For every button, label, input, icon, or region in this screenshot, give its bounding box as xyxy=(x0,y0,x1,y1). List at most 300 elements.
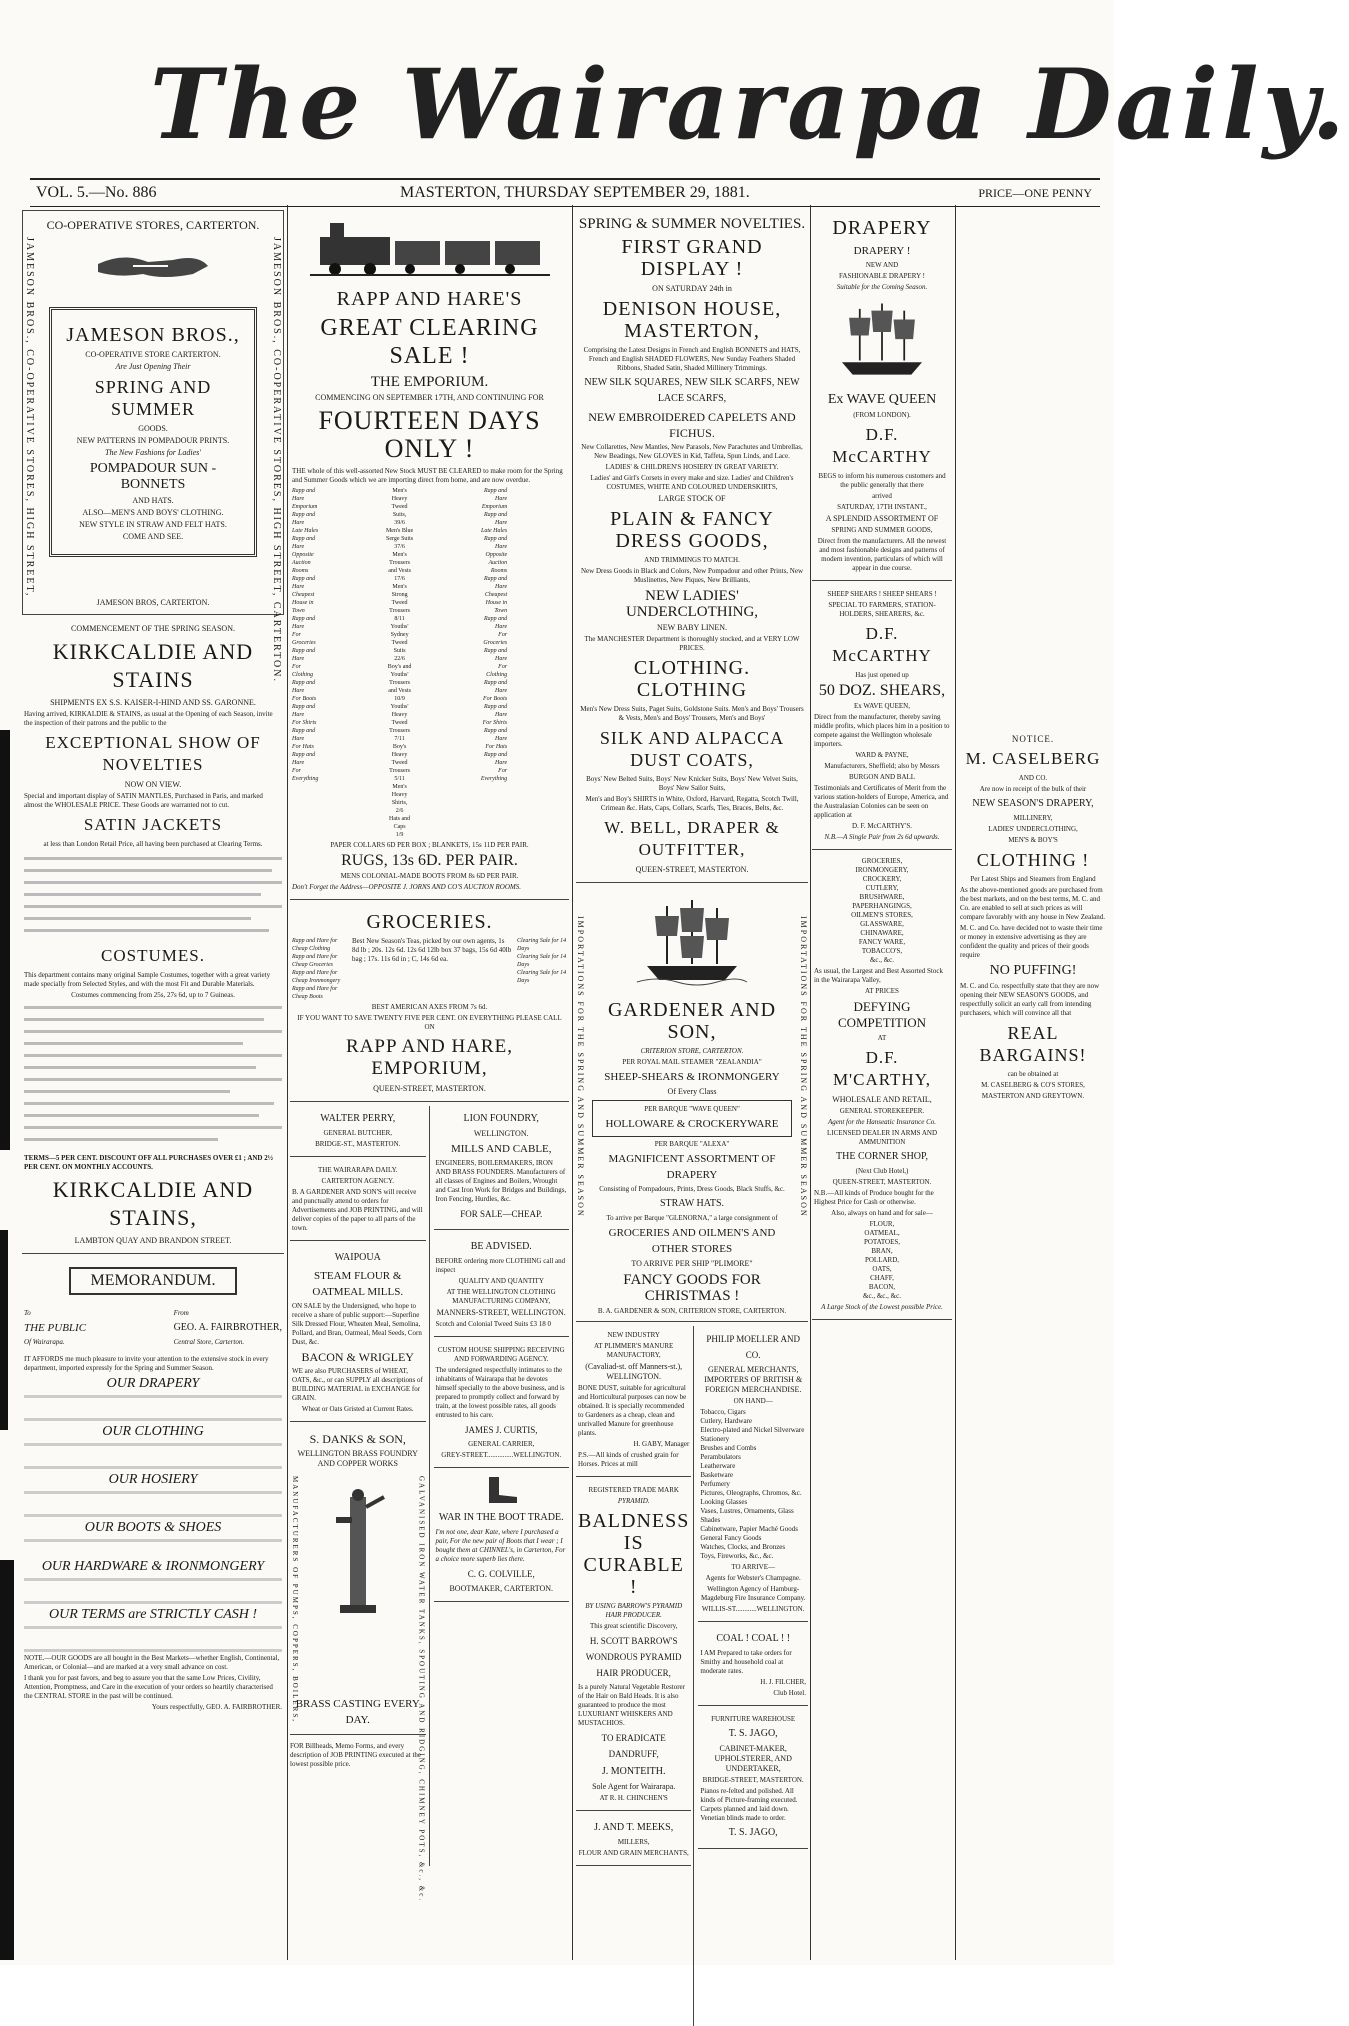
list-item: 10/9 xyxy=(394,696,405,702)
masthead-title: The Wairarapa Daily. xyxy=(150,48,1349,161)
perry-ad xyxy=(290,1106,426,1157)
memo-header xyxy=(24,1307,282,1349)
list-item: Late Hales xyxy=(480,528,508,534)
trimmings-text: New Dress Goods in Black and Colors, New Pompadour and other Prints, New Muslinettes, New Piques, New Brilliants, xyxy=(580,567,804,584)
list-item: For Shirts xyxy=(292,720,317,726)
list-item: 2/6 xyxy=(395,808,404,814)
list-item: 22/6 xyxy=(394,656,405,662)
list-item: CUTLERY, xyxy=(865,884,899,892)
dandruff: TO ERADICATE DANDRUFF, xyxy=(601,1733,666,1759)
alexa: PER BARQUE "ALEXA" xyxy=(654,1140,730,1148)
mccarthy-text: BEGS to inform his numerous customers and the public generally that there xyxy=(818,472,946,489)
fifty-doz: 50 DOZ. SHEARS, xyxy=(818,682,946,699)
denison-house: DENISON HOUSE, MASTERTON, xyxy=(602,298,782,342)
corner-shop: THE CORNER SHOP, xyxy=(836,1151,928,1162)
ex-wave: Ex WAVE QUEEN xyxy=(827,392,937,407)
column-3 xyxy=(576,210,808,1960)
list-item: Rapp and Hare xyxy=(483,680,508,694)
list-item: Emporium xyxy=(481,504,508,510)
jago-address: BRIDGE-STREET, MASTERTON. xyxy=(702,1776,804,1784)
burgon: BURGON AND BALL xyxy=(848,773,916,781)
list-item: Rapp and Hare xyxy=(483,728,508,742)
flour-merchants: FLOUR AND GRAIN MERCHANTS, xyxy=(578,1849,689,1857)
moeller-sub: GENERAL MERCHANTS, IMPORTERS OF BRITISH & FOREIGN MERCHANDISE. xyxy=(704,1365,803,1394)
daily-agency-ad xyxy=(290,1161,426,1241)
trimmings: AND TRIMMINGS TO MATCH. xyxy=(644,556,740,564)
list-item: Rapp and Hare xyxy=(292,728,316,742)
box-line: The New Fashions for Ladies' xyxy=(105,448,201,457)
advised-text: BEFORE ordering more CLOTHING call and inspect xyxy=(435,1257,566,1274)
list-item: TOBACCO'S, xyxy=(861,947,903,955)
list-item: Cheapest House in Town xyxy=(292,592,315,614)
price-table xyxy=(292,487,567,839)
clothing-ad xyxy=(434,1234,570,1337)
list-item: Rapp and Hare xyxy=(292,648,316,662)
direct: Direct from the manufacturers. All the newest and most fashionable designs and patterns of modern invention, particulars of which will appear in due course. xyxy=(817,537,947,572)
at: AT xyxy=(877,1034,887,1042)
list-item: Hats and Caps xyxy=(388,816,411,830)
costume-text: This department contains many original Sample Costumes, together with a great variety made specially from Selected Styles, and with the most Fit and Durable Materials. xyxy=(24,971,271,988)
list-item: Emporium xyxy=(292,504,318,510)
list-item: Boy's and Youths' Trousers and Vests xyxy=(387,664,412,694)
section-terms: OUR TERMS are STRICTLY CASH ! xyxy=(48,1607,258,1622)
list-item: General Fancy Goods xyxy=(700,1534,762,1542)
side-text: IMPORTATIONS FOR THE SPRING AND SUMMER SEASON xyxy=(799,916,808,1218)
list-item: Pictures, Oleographs, Chromos, &c. xyxy=(700,1489,802,1497)
mccarthy: D.F. McCARTHY xyxy=(832,425,932,466)
colville: C. G. COLVILLE, xyxy=(467,1569,535,1579)
danks-side: GALVANISED IRON WATER TANKS, SPOUTING AND RIDGING, CHIMNEY POTS, &c., &c. xyxy=(417,1476,426,1903)
list-item: CHAFF, xyxy=(870,1274,894,1282)
new-and: NEW AND xyxy=(865,261,899,269)
fourteen-days: FOURTEEN DAYS ONLY ! xyxy=(318,406,541,463)
clearing-sale: GREAT CLEARING SALE ! xyxy=(320,315,539,369)
memo-public: THE PUBLIC xyxy=(24,1322,87,1334)
bacon-wrigley: BACON & WRIGLEY xyxy=(301,1350,414,1364)
baldness: BALDNESS IS CURABLE ! xyxy=(578,1510,690,1598)
text2: M. C. and Co. have decided not to waste their time or money in extensive advertising as they are confident the quality and prices of their goods require xyxy=(960,924,1103,959)
memo-note: NOTE.—OUR GOODS are all bought in the Best Markets—whether English, Continental, American, or Colonial—and are marked at a very small advance on cost. xyxy=(24,1654,280,1671)
criterion: CRITERION STORE, CARTERTON. xyxy=(640,1047,744,1055)
mccarthys: D. F. McCARTHY'S. xyxy=(852,822,912,830)
kirk-address: LAMBTON QUAY AND BRANDON STREET. xyxy=(74,1236,232,1245)
plimore: TO ARRIVE PER SHIP "PLIMORE" xyxy=(631,1259,753,1268)
list-item: Cutlery, Hardware xyxy=(700,1417,752,1425)
column-rule xyxy=(955,205,956,1960)
first-grand: FIRST GRAND DISPLAY ! xyxy=(621,236,763,280)
list-item: Rapp and Hare xyxy=(292,704,316,718)
lion-place: WELLINGTON. xyxy=(473,1129,529,1138)
boot-poem: I'm not one, dear Kate, where I purchased a pair, For the new pair of Boots that I wear ; I bought them at CHINNEL's, in Carterton, For a choice more superb lies there. xyxy=(435,1528,566,1563)
ps: P.S.—All kinds of crushed grain for Horses. Prices at mill xyxy=(578,1451,679,1468)
masterton-greytown: MASTERTON AND GREYTOWN. xyxy=(981,1092,1085,1100)
just-opened: Has just opened up xyxy=(855,671,909,679)
clothing-address: MANNERS-STREET, WELLINGTON. xyxy=(436,1308,566,1317)
danks-sub: WELLINGTON BRASS FOUNDRY AND COPPER WORKS xyxy=(297,1449,418,1468)
queen-street: QUEEN-STREET, MASTERTON. xyxy=(832,1178,932,1186)
special: SPECIAL TO FARMERS, STATION-HOLDERS, SHEARERS, &c. xyxy=(828,601,936,618)
list-item: 37/6 xyxy=(394,544,405,550)
section-hosiery: OUR HOSIERY xyxy=(108,1472,198,1487)
denison-text: Comprising the Latest Designs in French and English BONNETS and HATS, French and English SHADED FLOWERS, New Sunday Feathers Shaded Ribbons, Shaded Satin, Shaded Millinery Trimmings. xyxy=(583,346,801,372)
and-co: AND CO. xyxy=(1018,774,1048,782)
volume-number: VOL. 5.—No. 886 xyxy=(36,184,157,201)
nb2: N.B.—All kinds of Produce bought for the Highest Price for Cash or otherwise. xyxy=(814,1189,934,1206)
list-item: Looking Glasses xyxy=(700,1498,748,1506)
list-item: For Boots xyxy=(482,696,508,702)
list-item: Men's Trousers and Vests xyxy=(388,552,411,574)
coal-ad xyxy=(698,1626,808,1706)
magnificent: MAGNIFICENT ASSORTMENT OF DRAPERY xyxy=(608,1153,776,1181)
section-clothing: OUR CLOTHING xyxy=(102,1424,204,1439)
testimonials: Testimonials and Certificates of Merit from the various station-holders of Europe, America, and the Australasian Colonies can be seen on application at xyxy=(814,784,949,819)
jago-ad xyxy=(698,1710,808,1849)
bacon-text: WE are also PURCHASERS of WHEAT, OATS, &c., or can SUPPLY all descriptions of BUILDING MATERIAL in EXCHANGE for GRAIN. xyxy=(292,1367,423,1402)
from-london: (FROM LONDON). xyxy=(853,411,911,419)
glenorna: To arrive per Barque "GLENORNA," a large consignment of xyxy=(606,1214,778,1222)
list-item: OATMEAL, xyxy=(864,1229,900,1237)
list-item: Tobacco, Cigars xyxy=(700,1408,746,1416)
list-item: Rapp and Hare xyxy=(483,616,508,630)
waipoua-ad xyxy=(290,1245,426,1422)
column-4 xyxy=(812,210,952,1960)
memo-signoff: Yours respectfully, GEO. A. FAIRBROTHER. xyxy=(151,1703,282,1711)
fashionable: FASHIONABLE DRAPERY ! xyxy=(839,272,925,280)
column-rule xyxy=(287,205,288,1960)
shears-text: Direct from the manufacturer, thereby saving middle profits, which places him in a position to compete against the Wellington wholesale importers. xyxy=(814,713,950,748)
plimmer-ad xyxy=(576,1326,691,1477)
splendid: A SPLENDID ASSORTMENT OF xyxy=(825,514,939,523)
column-rule xyxy=(572,205,573,1960)
satin-intro: Special and important display of SATIN MANTLES, Purchased in Paris, and marked almost the WHOLESALE PRICE. These Goods are warranted not to cut. xyxy=(24,792,263,809)
list-item: Opposite Auction Rooms xyxy=(292,552,314,574)
issue-price: PRICE—ONE PENNY xyxy=(978,186,1092,200)
colville-address: BOOTMAKER, CARTERTON. xyxy=(449,1584,554,1593)
baldness-ad xyxy=(576,1481,691,1811)
emporium: THE EMPORIUM. xyxy=(370,374,489,390)
holloware: HOLLOWARE & CROCKERYWARE xyxy=(605,1118,779,1130)
american-axes: BEST AMERICAN AXES FROM 7s 6d. xyxy=(371,1003,488,1011)
text3: M. C. and Co. respectfully state that they are now opening their NEW SEASON'S GOODS, and respectfully solicit an early call from intending purchasers, which will convince all that xyxy=(960,982,1100,1017)
large-stock: LARGE STOCK OF xyxy=(658,494,726,503)
millers: MILLERS, xyxy=(617,1838,650,1846)
box-line: Are Just Opening Their xyxy=(115,362,191,371)
satin-jackets: SATIN JACKETS xyxy=(83,815,223,834)
coal-text: I AM Prepared to take orders for Smithy and household coal at moderate rates. xyxy=(700,1649,792,1675)
col5-spacer xyxy=(958,210,1108,730)
table-mid xyxy=(386,487,474,839)
list-item: POTATOES, xyxy=(863,1238,901,1246)
rapp-intro: THE whole of this well-assorted New Stock MUST BE CLEARED to make room for the Spring and Summer Goods which we are importing direct from home, and are now overdue. xyxy=(292,467,563,484)
list-item: 17/6 xyxy=(394,576,405,582)
plimmers: AT PLIMMER'S MANURE MANUFACTORY, xyxy=(594,1342,674,1359)
new-industry: NEW INDUSTRY xyxy=(607,1331,660,1339)
no-puffing: NO PUFFING! xyxy=(989,963,1077,978)
groceries-body: Rapp and Hare for Cheap Clothing Rapp and Hare for Cheap Groceries Rapp and Hare for Cheap Ironmongery Rapp and Hare for Cheap Boots Best New Season's Teas, picked by our own agents, 1s 8d lb ; 20s. 12s 6d. 12s 6d 12lb box 37 bags, 15s 6d 40lb bag ; 17s. 11s 6d in ; C, 14s 6d ea. Clearing Sale for 14 Days Clearing Sale for 14 Days Clearing Sale for 14 Days xyxy=(292,937,567,1000)
bone-dust: BONE DUST, suitable for agricultural and Horticultural purposes can now be obtained. It is specially recommended to Gardeners as a cheap, clean and unrivalled Manure for greenhouse plants. xyxy=(578,1384,687,1437)
list-item: Watches, Clocks, and Bronzes xyxy=(700,1543,786,1551)
list-item: Rapp and Hare xyxy=(483,752,508,766)
exceptional-show: EXCEPTIONAL SHOW OF NOVELTIES xyxy=(45,733,261,774)
gardener-ad xyxy=(576,887,808,1322)
silk-alpaca: SILK AND ALPACCA DUST COATS, xyxy=(599,728,785,770)
monteith-sub: Sole Agent for Wairarapa. xyxy=(592,1782,676,1791)
text-block xyxy=(24,1002,282,1152)
list-item: Brushes and Combs xyxy=(700,1444,757,1452)
section-boots: OUR BOOTS & SHOES xyxy=(84,1520,222,1535)
list-item: GROCERIES, xyxy=(861,857,903,865)
list-item: BRUSHWARE, xyxy=(859,893,905,901)
ad-heading: CO-OPERATIVE STORES, CARTERTON. xyxy=(46,218,260,232)
groceries-title: GROCERIES. xyxy=(366,911,493,933)
list-item: Rapp and Hare xyxy=(292,752,316,766)
millinery: MILLINERY, xyxy=(1013,814,1053,822)
agency-text: B. A GARDENER AND SON'S will receive and punctually attend to orders for Advertisements and JOB PRINTING, and will deliver copies of the paper to all parts of the town. xyxy=(292,1188,423,1232)
memo-store: Central Store, Carterton. xyxy=(173,1338,245,1346)
goods-ad xyxy=(812,854,952,1320)
meeks: J. AND T. MEEKS, xyxy=(594,1822,674,1833)
list-item: Rapp and Hare xyxy=(483,648,508,662)
scott-text: Is a purely Natural Vegetable Restorer of the Hair on Bald Heads. It is also guaranteed to produce the most LUXURIANT WHISKERS AND MUSTACHIOS. xyxy=(578,1683,685,1727)
wave-queen-box xyxy=(592,1100,792,1137)
sailing-ship-icon xyxy=(832,300,932,380)
costume-price: Costumes commencing from 25s, 27s 6d, up to 7 Guineas. xyxy=(71,991,235,999)
list-item: Late Hales xyxy=(292,528,319,534)
list-item: Leatherware xyxy=(700,1462,736,1470)
now-on-view: NOW ON VIEW. xyxy=(124,780,182,789)
list-item: Rapp and Hare xyxy=(483,488,508,502)
per-ship: Per Latest Ships and Steamers from England xyxy=(970,875,1096,883)
memo-of: Of Wairarapa. xyxy=(24,1338,65,1346)
list-item: Electro-plated and Nickel Silverware xyxy=(700,1426,805,1434)
walter-perry: WALTER PERRY, xyxy=(320,1113,396,1124)
boot-icon xyxy=(481,1475,521,1505)
rugs: RUGS, 13s 6D. PER PAIR. xyxy=(341,852,518,869)
list-item: For Everything xyxy=(480,768,508,782)
custom-text: The undersigned respectfully intimates to the inhabitants of Wairarapa that he devotes himself specially to the above business, and is prepared to promptly collect and forward by train, at the lowest possible rates, all goods entrusted to his care. xyxy=(435,1366,565,1419)
box-headline: SPRING AND SUMMER xyxy=(94,377,212,419)
ladies-under: LADIES' UNDERCLOTHING, xyxy=(988,825,1078,833)
sailing-ship-icon xyxy=(637,896,747,986)
shears-ad xyxy=(812,585,952,850)
filcher: H. J. FILCHER, xyxy=(760,1678,806,1686)
list-item: Toys, Fireworks, &c., &c. xyxy=(700,1552,774,1560)
page-edge-shadow xyxy=(0,730,10,1150)
memo-thanks: I thank you for past favors, and beg to assure you that the same Low Prices, Civility, Attention, Promptness, and Care in the execution of your orders so heartily characterised the CENTRAL STORE in the past will be continued. xyxy=(24,1674,273,1700)
wave-queen: PER BARQUE "WAVE QUEEN" xyxy=(644,1105,740,1113)
agency-title: CARTERTON AGENCY. xyxy=(321,1177,394,1185)
kirk-sub: SHIPMENTS EX S.S. KAISER-I-HIND AND SS. GARONNE. xyxy=(50,698,256,707)
custom-title: CUSTOM HOUSE SHIPPING RECEIVING AND FORWARDING AGENCY. xyxy=(437,1346,565,1363)
gardener-footer: B. A. GARDENER & SON, CRITERION STORE, CARTERTON. xyxy=(597,1307,787,1315)
furniture: FURNITURE WAREHOUSE xyxy=(711,1715,796,1723)
custom-house-ad xyxy=(434,1341,570,1468)
plain-fancy: PLAIN & FANCY DRESS GOODS, xyxy=(610,508,774,552)
scotch-suits: Scotch and Colonial Tweed Suits £3 18 0 xyxy=(435,1320,551,1328)
steam-mills: STEAM FLOUR & OATMEAL MILLS. xyxy=(312,1270,404,1298)
silk-squares: NEW SILK SQUARES, NEW SILK SCARFS, NEW LACE SCARFS, xyxy=(584,377,800,404)
waipoua-text: ON SALE by the Undersigned, who hope to receive a share of public support:—Superfine Silk Dressed Flour, Wheaten Meal, Semolina, Pollard, and Bran, Oatmeal, Meal Seeds, Corn Dust, &c. xyxy=(292,1302,422,1346)
dateline xyxy=(30,178,1100,207)
billheads: FOR Billheads, Memo Forms, and every description of JOB PRINTING executed at the lowest possible price. xyxy=(290,1742,422,1768)
receipt: Are now in receipt of the bulk of their xyxy=(979,785,1087,793)
address-note: Don't Forget the Address—OPPOSITE J. JORNS AND CO'S AUCTION ROOMS. xyxy=(292,883,521,891)
curtis-address: GREY-STREET...............WELLINGTON. xyxy=(441,1451,562,1459)
walter-address: BRIDGE-ST., MASTERTON. xyxy=(315,1140,401,1148)
licensed: LICENSED DEALER IN ARMS AND AMMUNITION xyxy=(826,1129,938,1146)
quality-quantity: QUALITY AND QUANTITY xyxy=(458,1277,544,1285)
new-season: NEW SEASON'S DRAPERY, xyxy=(972,798,1094,809)
saturday: SATURDAY, 17TH INSTANT., xyxy=(837,503,927,511)
sheep-shears: SHEEP SHEARS ! SHEEP SHEARS ! xyxy=(827,590,937,598)
spring-head: SPRING & SUMMER NOVELTIES. xyxy=(578,216,806,232)
list-item: 7/11 xyxy=(394,736,405,742)
page-edge-shadow xyxy=(0,1560,14,1960)
ad-footer: JAMESON BROS, CARTERTON. xyxy=(96,598,210,607)
gardener-title: GARDENER AND SON, xyxy=(607,999,777,1043)
moeller-list xyxy=(700,1408,806,1561)
list-item: Rapp and Hare xyxy=(483,576,508,590)
list-item: For Hats xyxy=(292,744,314,750)
list-item: Perambulators xyxy=(700,1453,741,1461)
monteith: J. MONTEITH. xyxy=(601,1766,666,1777)
handshake-icon xyxy=(93,244,213,286)
box-title: JAMESON BROS., xyxy=(66,324,240,346)
boot-trade: WAR IN THE BOOT TRADE. xyxy=(438,1512,564,1523)
registered: REGISTERED TRADE MARK xyxy=(588,1486,679,1494)
list-item: Rapp and Hare xyxy=(483,512,508,526)
list-item: Rapp and Hare xyxy=(292,536,316,550)
list-item: GLASSWARE, xyxy=(860,920,904,928)
page-edge-shadow xyxy=(0,1230,8,1430)
denison-ad xyxy=(576,210,808,883)
list-item: Basketware xyxy=(700,1471,734,1479)
zealandia: PER ROYAL MAIL STEAMER "ZEALANDIA" xyxy=(622,1058,762,1066)
butcher: GENERAL BUTCHER, xyxy=(323,1129,393,1137)
box-line: NEW PATTERNS IN POMPADOUR PRINTS. xyxy=(76,436,230,445)
willis: WILLIS-ST............WELLINGTON. xyxy=(701,1605,805,1613)
every-class: Of Every Class xyxy=(667,1087,717,1096)
section-hardware: OUR HARDWARE & IRONMONGERY xyxy=(41,1559,265,1574)
be-advised: BE ADVISED. xyxy=(470,1241,532,1252)
save-text: IF YOU WANT TO SAVE TWENTY FIVE PER CENT. ON EVERYTHING PLEASE CALL ON xyxy=(297,1014,562,1031)
satin-note: at less than London Retail Price, all having been purchased at Clearing Terms. xyxy=(43,840,263,848)
table-right xyxy=(479,487,567,839)
side-text: JAMESON BROS., CO-OPERATIVE STORES, HIGH STREET, CARTERTON. xyxy=(271,237,282,683)
list-item: Men's Heavy Tweed Suits, xyxy=(391,488,408,518)
list-item: FANCY WARE, xyxy=(858,938,906,946)
caselberg: M. CASELBERG xyxy=(965,749,1101,768)
list-item: OILMEN'S STORES, xyxy=(851,911,913,919)
straw-hats: STRAW HATS. xyxy=(659,1198,725,1209)
list-item: &c., &c. xyxy=(869,956,895,964)
capelets: NEW EMBROIDERED CAPELETS AND FICHUS. xyxy=(588,410,796,440)
drapery-text: Consisting of Pompadours, Prints, Dress Goods, Black Stuffs, &c. xyxy=(599,1185,785,1193)
list-item: &c., &c., &c. xyxy=(863,1292,901,1300)
meeks-ad xyxy=(576,1815,691,1866)
for-sale: FOR SALE—CHEAP. xyxy=(460,1209,543,1219)
side-text: IMPORTATIONS FOR THE SPRING AND SUMMER SEASON xyxy=(576,916,585,1218)
large-ships: A Large Stock of the Lowest possible Price. xyxy=(821,1303,943,1311)
scientific: This great scientific Discovery, xyxy=(589,1622,678,1630)
list-item: BRAN, xyxy=(871,1247,893,1255)
text-block xyxy=(24,851,282,941)
list-item: Rapp and Hare xyxy=(292,512,316,526)
list-item: Rapp and Hare xyxy=(292,488,316,502)
sheep-shears: SHEEP-SHEARS & IRONMONGERY xyxy=(604,1071,780,1083)
jameson-box xyxy=(49,307,257,557)
list-item: Vases, Lustres, Ornaments, Glass Shades xyxy=(700,1507,794,1524)
can-be: can be obtained at xyxy=(1007,1070,1059,1078)
list-item: Cabinetware, Papier Maché Goods xyxy=(700,1525,798,1533)
list-item: 5/11 xyxy=(394,776,405,782)
list-item: IRONMONGERY, xyxy=(855,866,909,874)
column-1 xyxy=(22,210,284,1960)
curtis-title: GENERAL CARRIER, xyxy=(468,1440,535,1448)
silk-alpaca-text: Boys' New Belted Suits, Boys' New Knicker Suits, Boys' New Velvet Suits, Boys' New Sailor Suits, xyxy=(586,775,798,792)
list-item: For Everything xyxy=(292,768,319,782)
list-item: Men's Blue Serge Suits xyxy=(385,528,414,542)
shirts: Men's and Boy's SHIRTS in White, Oxford, Harvard, Regatta, Scotch Twill, Crimean &c. Hats, Caps, Collars, Scarfs, Ties, Braces, Belts, &c. xyxy=(585,795,799,812)
list-item: OATS, xyxy=(872,1265,892,1273)
single-pair: N.B.—A Single Pair from 2s 6d upwards. xyxy=(824,833,940,841)
real-bargains: REAL BARGAINS! xyxy=(979,1023,1087,1065)
list-item: Opposite Auction Rooms xyxy=(485,552,508,574)
pyramid: PYRAMID. xyxy=(617,1497,650,1505)
barrows: BY USING BARROW'S PYRAMID HAIR PRODUCER. xyxy=(585,1602,683,1619)
clothing-clothing: CLOTHING. CLOTHING xyxy=(633,657,751,701)
col2-right xyxy=(434,1106,570,1866)
lion-foundry: LION FOUNDRY, xyxy=(463,1113,539,1124)
club-hotel: Club Hotel. xyxy=(773,1689,806,1697)
list-item: Men's Heavy Shirts, xyxy=(391,784,408,806)
memo-geo: GEO. A. FAIRBROTHER, xyxy=(173,1322,282,1333)
memorandum-ad xyxy=(22,1258,284,1719)
list-item: Rapp and Hare xyxy=(483,704,508,718)
column-5 xyxy=(958,210,1108,1960)
box-goods: GOODS. xyxy=(138,424,168,433)
agents: Agents for Webster's Champagne. xyxy=(705,1574,801,1582)
memo-box xyxy=(69,1267,238,1295)
ward-payne: WARD & PAYNE, xyxy=(855,751,909,759)
list-item: Rapp and Hare xyxy=(292,576,316,590)
notice: NOTICE. xyxy=(1011,734,1055,744)
box-line: ALSO—MEN'S AND BOYS' CLOTHING. xyxy=(82,508,224,517)
list-item: 8/11 xyxy=(394,616,405,622)
list-item: For Boots xyxy=(292,696,317,702)
wholesale: WHOLESALE AND RETAIL, xyxy=(832,1095,932,1104)
list-item: POLLARD, xyxy=(864,1256,900,1264)
jago-sub: CABINET-MAKER, UPHOLSTERER, AND UNDERTAKER, xyxy=(714,1744,792,1773)
list-item: For Groceries xyxy=(292,632,316,646)
ladies-hosiery: LADIES' & CHILDREN'S HOSIERY IN GREAT VARIETY. xyxy=(605,463,779,471)
list-item: CROCKERY, xyxy=(862,875,902,883)
on-hand: ON HAND— xyxy=(733,1397,773,1405)
list-item: For Clothing xyxy=(486,664,508,678)
section-drapery: OUR DRAPERY xyxy=(106,1376,200,1391)
rapp-footer: RAPP AND HARE, EMPORIUM, xyxy=(346,1036,513,1079)
rapp-address: QUEEN-STREET, MASTERTON. xyxy=(373,1084,486,1093)
on-saturday: ON SATURDAY 24th in xyxy=(652,284,732,293)
jago-footer: T. S. JAGO, xyxy=(728,1827,778,1838)
box-line: COME AND SEE. xyxy=(122,532,184,541)
box-line: CO-OPERATIVE STORE CARTERTON. xyxy=(85,350,221,359)
list-item: BACON, xyxy=(868,1283,896,1291)
danks-side: MANUFACTURERS OF PUMPS, COPPERS, BOILERS, xyxy=(291,1476,299,1723)
chinchens: AT R. H. CHINCHEN'S xyxy=(599,1794,668,1802)
colonial-boots: MENS COLONIAL-MADE BOOTS FROM 8s 6D PER PAIR. xyxy=(340,872,519,880)
memo-from: From xyxy=(173,1309,189,1317)
